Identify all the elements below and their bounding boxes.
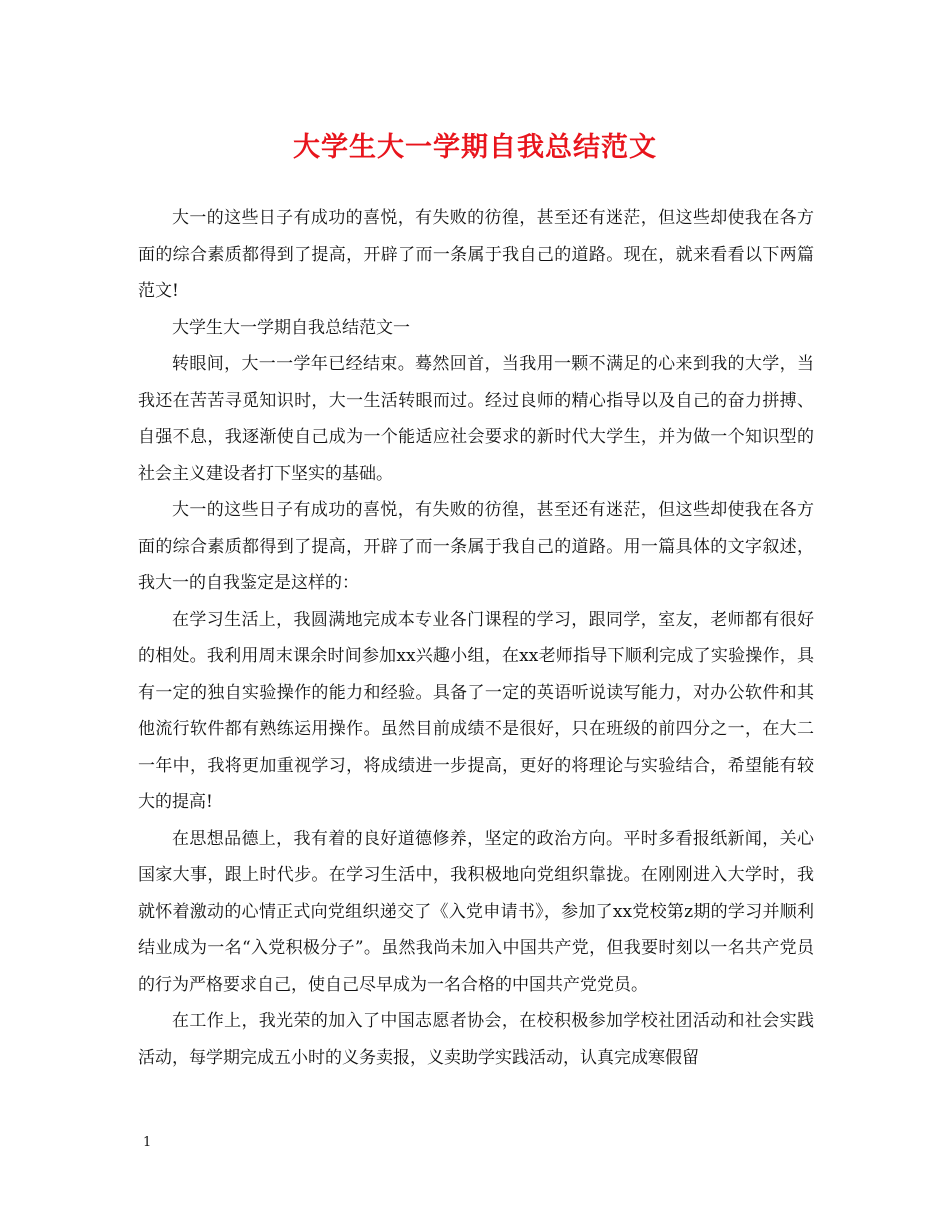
page-number: 1 — [143, 1135, 152, 1150]
document-body — [138, 200, 814, 1076]
paragraph: 大一的这些日子有成功的喜悦，有失败的彷徨，甚至还有迷茫，但这些却使我在各方面的综合素质都得到了提高，开辟了而一条属于我自己的道路。用一篇具体的文字叙述，我大一的自我鉴定是这样的： — [138, 500, 814, 593]
paragraph: 在学习生活上，我圆满地完成本专业各门课程的学习，跟同学，室友，老师都有很好的相处。我利用周末课余时间参加xx兴趣小组，在xx老师指导下顺利完成了实验操作，具有一定的独自实验操作的能力和经验。具备了一定的英语听说读写能力，对办公软件和其他流行软件都有熟练运用操作。虽然目前成绩不是很好，只在班级的前四分之一，在大二一年中，我将更加重视学习，将成绩进一步提高，更好的将理论与实验结合，希望能有较大的提高! — [138, 609, 814, 812]
section-heading: 大学生大一学期自我总结范文一 — [172, 317, 410, 338]
paragraph-intro: 大一的这些日子有成功的喜悦，有失败的彷徨，甚至还有迷茫，但这些却使我在各方面的综合素质都得到了提高，开辟了而一条属于我自己的道路。现在，就来看看以下两篇范文! — [138, 208, 814, 301]
paragraph: 在思想品德上，我有着的良好道德修养，坚定的政治方向。平时多看报纸新闻，关心国家大事，跟上时代步。在学习生活中，我积极地向党组织靠拢。在刚刚进入大学时，我就怀着激动的心情正式向党组织递交了《入党申请书》，参加了xx党校第z期的学习并顺利结业成为一名“入党积极分子”。虽然我尚未加入中国共产党，但我要时刻以一名共产党员的行为严格要求自己，使自己尽早成为一名合格的中国共产党党员。 — [138, 828, 814, 995]
document-title: 大学生大一学期自我总结范文 — [293, 132, 657, 163]
paragraph: 转眼间，大一一学年已经结束。蓦然回首，当我用一颗不满足的心来到我的大学，当我还在苦苦寻觅知识时，大一生活转眼而过。经过良师的精心指导以及自己的奋力拼搏、自强不息，我逐渐使自己成为一个能适应社会要求的新时代大学生，并为做一个知识型的社会主义建设者打下坚实的基础。 — [138, 354, 814, 484]
paragraph: 在工作上，我光荣的加入了中国志愿者协会，在校积极参加学校社团活动和社会实践活动，每学期完成五小时的义务卖报，义卖助学实践活动，认真完成寒假留 — [138, 1011, 814, 1068]
